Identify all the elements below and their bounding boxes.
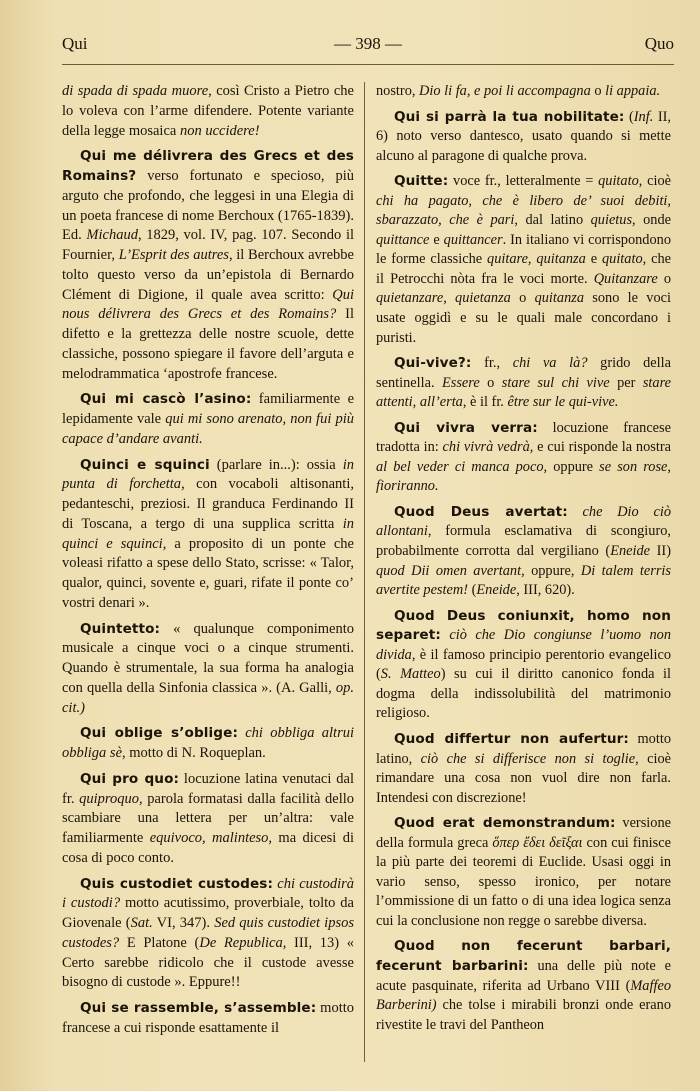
italic-text: se son rose, fioriranno. bbox=[376, 458, 671, 495]
italic-text: chi obbliga altrui obbliga sè bbox=[62, 725, 355, 761]
dictionary-entry bbox=[376, 937, 671, 1035]
dictionary-entry bbox=[62, 724, 354, 764]
italic-text: stare attenti, all’erta bbox=[376, 374, 671, 411]
entry-text: o bbox=[657, 270, 671, 287]
entry-text: , che il Petrocchi nòta fra le voci morte. bbox=[376, 251, 671, 287]
italic-text: Dio li fa, e poi li accompagna bbox=[419, 83, 591, 99]
header-rule bbox=[62, 64, 674, 65]
italic-text: quod Dii omen avertant bbox=[376, 562, 522, 579]
italic-text: in quinci e squinci bbox=[62, 515, 354, 552]
entry-text: , è il famoso principio perentorio evangelico ( bbox=[376, 646, 671, 683]
dictionary-entry bbox=[376, 354, 671, 413]
entry-text: , III, 13) « Certo sarebbe ridicolo che il custode avesse bisogno di custode ». Eppure!! bbox=[62, 934, 354, 991]
entry-headword: Qui-vive?: bbox=[394, 355, 472, 372]
entry-text: voce fr., letteralmente = bbox=[448, 173, 599, 190]
entry-text: ) su cui il diritto canonico fonda il dogma della indissolubilità del matrimonio religioso. bbox=[376, 666, 671, 722]
entry-text: , con vocaboli altisonanti, pedanteschi, preziosi. Il granduca Ferdinando II di Toscana, a tergo di una supplica scritta bbox=[62, 476, 354, 532]
entry-headword: Qui si parrà la tua nobilitate: bbox=[394, 108, 625, 125]
entry-text: per bbox=[609, 374, 643, 391]
italic-text: che Dio ciò allontani bbox=[376, 503, 671, 540]
italic-text: Sat. bbox=[130, 915, 153, 931]
entry-text: versione della formula greca bbox=[376, 815, 671, 851]
entry-text bbox=[568, 504, 583, 520]
entry-text: locuzione francese tradotta in: bbox=[376, 419, 671, 456]
entry-text: motto latino, bbox=[376, 730, 671, 767]
entry-text: II) bbox=[650, 543, 671, 560]
italic-text: Inf. bbox=[633, 108, 654, 125]
entry-text: , onde bbox=[632, 212, 671, 229]
entry-text: con cui finisce la più parte dei teoremi di Euclide. Usasi oggi in vario senso, spesso ironico, per notare l’ommissione di un fatto o di una idea logica senza cui la conclusione non regge o sarebbe diversa. bbox=[376, 834, 671, 929]
italic-text: al bel veder ci manca poco bbox=[376, 458, 544, 475]
entry-headword: Quis custodiet custodes: bbox=[80, 875, 274, 892]
entry-text: , oppure, bbox=[521, 562, 581, 579]
italic-text: Maffeo Barberini) bbox=[376, 977, 671, 1014]
italic-text: S. Matteo bbox=[380, 666, 441, 683]
entry-text: . In italiano vi corrispondono le forme classiche bbox=[376, 231, 671, 268]
entry-text: , e cui risponde la nostra bbox=[529, 439, 671, 456]
entry-text: , motto di N. Roqueplan. bbox=[122, 745, 266, 761]
entry-text: che tolse i mirabili bronzi onde erano rivestite le travi del Pantheon bbox=[376, 997, 671, 1033]
italic-text: ὅπερ ἔδει δεῖξαι bbox=[492, 834, 583, 851]
entry-text: una delle più note e acute pasquinate, riferita ad Urbano VIII ( bbox=[376, 957, 672, 994]
entry-text: E Platone ( bbox=[119, 934, 200, 951]
dictionary-entry bbox=[376, 607, 671, 724]
entry-text: Il difetto e la grettezza delle nostre scuole, dette classiche, possono spiegare il favore dell’arguta e melodrammatica ‘apostrofe francese. bbox=[62, 306, 355, 382]
entry-headword: Qui mi cascò l’asino: bbox=[80, 391, 252, 408]
entry-text: fr., bbox=[471, 355, 513, 372]
entry-continuation bbox=[62, 82, 354, 141]
italic-text: non uccidere! bbox=[179, 122, 260, 139]
entry-text: locuzione latina venutaci dal fr. bbox=[62, 770, 354, 807]
entry-text: e bbox=[429, 231, 444, 248]
dictionary-entry bbox=[376, 814, 671, 931]
entry-headword: Quod Deus coniunxit, homo non separet: bbox=[376, 607, 671, 644]
italic-text: Sed quis custodiet ipsos custodes? bbox=[62, 915, 355, 951]
italic-text: Eneide bbox=[610, 543, 651, 560]
italic-text: quitato bbox=[598, 173, 639, 190]
entry-text: sono le voci usate oggidì e su le quali male concordano i puristi. bbox=[376, 290, 671, 346]
entry-text: , così Cristo a Pietro che lo voleva con l’arme difendere. Potente variante della legge mosaica bbox=[62, 83, 354, 139]
dictionary-entry bbox=[62, 620, 354, 719]
entry-text: , III, 620). bbox=[516, 582, 575, 599]
italic-text: Michaud bbox=[86, 227, 138, 244]
dictionary-entry bbox=[376, 172, 671, 348]
italic-text: qui mi sono arenato, non fui più capace d’andare avanti. bbox=[62, 411, 354, 447]
entry-headword: Qui se rassemble, s’assemble: bbox=[80, 1000, 317, 1016]
entry-text: verso fortunato e specioso, più arguto che profondo, che leggesi in una Elegia di un poeta francese di nome Berchoux (1765-1839). Ed. bbox=[62, 168, 354, 244]
entry-text: o bbox=[590, 83, 606, 99]
entry-text: motto acutissimo, proverbiale, tolto da Giovenale ( bbox=[62, 895, 354, 931]
page-number: — 398 — bbox=[334, 34, 402, 53]
entry-headword: Quod Deus avertat: bbox=[394, 503, 568, 520]
italic-text: être sur le qui-vive. bbox=[507, 394, 619, 411]
italic-text: quitanza bbox=[534, 290, 584, 307]
italic-text: Di talem terris avertite pestem! bbox=[376, 562, 671, 599]
dictionary-entry bbox=[376, 108, 671, 167]
italic-text: quietanzare, quietanza bbox=[376, 290, 511, 307]
entry-headword: Quintetto: bbox=[80, 620, 161, 637]
italic-text: op. cit.) bbox=[62, 679, 354, 716]
entry-text: , oppure bbox=[543, 458, 600, 475]
left-column bbox=[62, 82, 354, 1045]
entry-text: II, 6) noto verso dantesco, usato quando si mette alcuno al paragone di qualche prova. bbox=[376, 108, 671, 164]
dictionary-entry bbox=[62, 390, 354, 449]
dictionary-entry bbox=[62, 999, 354, 1039]
right-column bbox=[376, 82, 671, 1041]
italic-text: stare sul chi vive bbox=[501, 374, 610, 391]
italic-text: Eneide bbox=[476, 582, 517, 599]
entry-text: , a proposito di un ponte che voleasi rifatto a spese dello Stato, scrisse: « Talor, qualor, quinci, sovente e, guari, rifate il ponte co’ vostri denari ». bbox=[62, 535, 354, 611]
italic-text: quiproquo bbox=[79, 790, 139, 807]
dictionary-entry bbox=[62, 456, 354, 614]
italic-text: in punta di forchetta bbox=[62, 456, 354, 493]
entry-text: o bbox=[510, 290, 535, 307]
entry-text: VI, 347). bbox=[152, 915, 215, 931]
entry-headword: Quitte: bbox=[394, 173, 449, 190]
entry-text: ( bbox=[624, 108, 634, 125]
italic-text: chi custodirà i custodi? bbox=[62, 875, 355, 912]
dictionary-entry bbox=[376, 730, 671, 808]
italic-text: De Republica bbox=[199, 934, 283, 951]
entry-text: ( bbox=[468, 582, 477, 599]
entry-text: nostro, bbox=[376, 83, 420, 99]
entry-text: , cioè bbox=[638, 173, 671, 190]
entry-headword: Qui oblige s’oblige: bbox=[80, 725, 238, 742]
entry-text: grido della sentinella. bbox=[376, 355, 671, 391]
italic-text: chi vivrà vedrà bbox=[442, 439, 530, 456]
entry-headword: Qui me délivrera des Grecs et des Romains? bbox=[62, 148, 354, 184]
italic-text: Qui nous délivrera des Grecs et des Romains? bbox=[62, 286, 354, 323]
entry-headword: Qui vivra verra: bbox=[394, 419, 538, 436]
dictionary-entry bbox=[62, 770, 354, 869]
dictionary-entry bbox=[62, 147, 354, 384]
dictionary-entry bbox=[376, 503, 671, 601]
italic-text: quitare, quitanza bbox=[487, 251, 586, 268]
entry-headword: Quinci e squinci bbox=[80, 456, 210, 473]
italic-text: li appaia. bbox=[605, 83, 661, 99]
italic-text: equivoco, malinteso bbox=[149, 830, 269, 846]
entry-text: « qualunque componimento musicale a cinque voci o a cinque strumenti. Quando è strumentale, la sua forma ha analogia con quella della Sinfonia classica ». (A. Galli, bbox=[62, 620, 354, 696]
running-header bbox=[62, 34, 674, 58]
italic-text: ciò che si differisce non si toglie bbox=[420, 750, 636, 767]
entry-text: , è il fr. bbox=[462, 394, 508, 411]
entry-text: e bbox=[585, 251, 602, 268]
dictionary-entry bbox=[62, 875, 354, 994]
entry-text: motto francese a cui risponde esattamente il bbox=[62, 1000, 354, 1036]
entry-text: o bbox=[479, 374, 502, 391]
entry-headword: Quod non fecerunt barbari, fecerunt barbarini: bbox=[376, 938, 671, 974]
italic-text: Quitanzare bbox=[593, 270, 658, 287]
column-divider bbox=[364, 82, 365, 1062]
entry-text: , parola formatasi dalla facilità dello scambiare una lettera per un’altra: vale familiarmente bbox=[62, 790, 354, 846]
entry-text: , dal latino bbox=[514, 212, 591, 229]
entry-text: , il Berchoux avrebbe tolto questo verso da un’epistola di Bernardo Clément di Digione, il quale avea scritto: bbox=[62, 247, 354, 303]
italic-text: quittancer bbox=[443, 231, 503, 248]
entry-continuation bbox=[376, 82, 671, 102]
italic-text: chi va là? bbox=[512, 355, 588, 372]
header-left-guide-word: Qui bbox=[62, 34, 88, 53]
italic-text: L’Esprit des autres bbox=[118, 247, 229, 263]
italic-text: ciò che Dio congiunse l’uomo non divida bbox=[376, 627, 671, 663]
entry-text: , formula esclamativa di scongiuro, probabilmente corrotta dal vergiliano ( bbox=[376, 523, 671, 560]
entry-headword: Qui pro quo: bbox=[80, 770, 180, 787]
italic-text: di spada di spada muore bbox=[62, 83, 209, 99]
italic-text: Essere bbox=[442, 374, 480, 391]
entry-text: , ma dicesi di cosa di poco conto. bbox=[62, 830, 354, 866]
header-right-guide-word: Quo bbox=[644, 34, 674, 53]
entry-text: (parlare in...): ossia bbox=[209, 456, 343, 473]
entry-text: , 1829, vol. IV, pag. 107. Secondo il Fournier, bbox=[62, 227, 355, 263]
entry-headword: Quod differtur non aufertur: bbox=[394, 730, 629, 747]
entry-text: familiarmente e lepidamente vale bbox=[62, 391, 355, 427]
italic-text: quietus bbox=[590, 212, 633, 229]
dictionary-entry bbox=[376, 419, 671, 497]
italic-text: quittance bbox=[376, 231, 430, 248]
entry-headword: Quod erat demonstrandum: bbox=[394, 815, 616, 832]
italic-text: quitato bbox=[601, 251, 643, 268]
italic-text: chi ha pagato, che è libero de’ suoi debiti, sbarazzato, che è pari bbox=[376, 192, 671, 229]
entry-text: , cioè rimandare una cosa non vuol dire non farla. Intendesi con discrezione! bbox=[376, 750, 672, 806]
